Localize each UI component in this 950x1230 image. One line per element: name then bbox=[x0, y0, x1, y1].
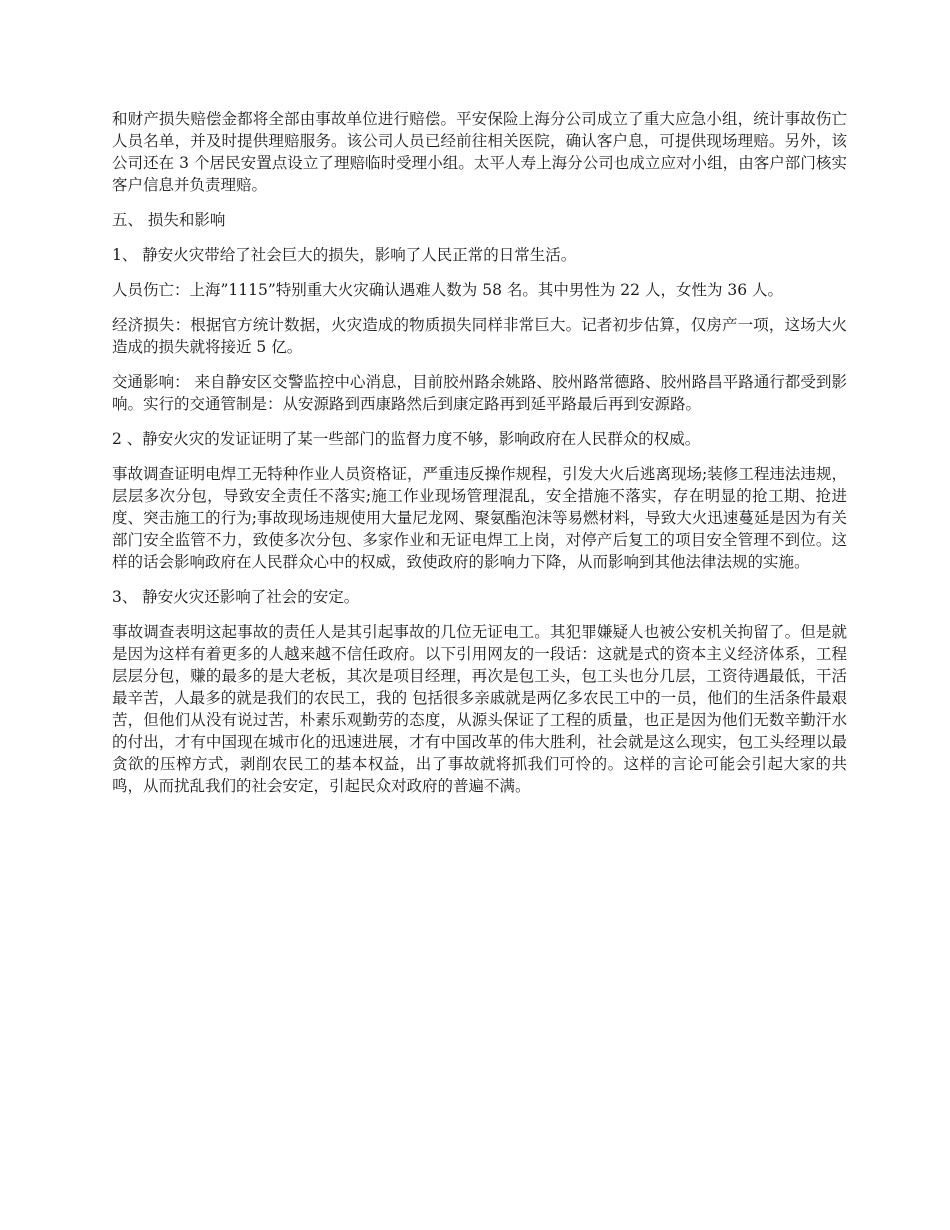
section-heading-losses-impact: 五、 损失和影响 bbox=[112, 211, 226, 229]
subsection-heading-1: 1、 静安火灾带给了社会巨大的损失，影响了人民正常的日常生活。 bbox=[112, 246, 577, 264]
paragraph-social-stability: 事故调查表明这起事故的责任人是其引起事故的几位无证电工。其犯罪嫌疑人也被公安机关拘留了。但是就是因为这样有着更多的人越来越不信任政府。以下引用网友的一段话：这就是式的资本主义经济体系，工程层层分包，赚的最多的是大老板，其次是项目经理，再次是包工头，包工头也分几层，工资待遇最低，干活最辛苦，人最多的就是我们的农民工，我的 包括很多亲戚就是两亿多农民工中的一员，他们的生活条件最艰苦，但他们从没有说过苦，朴素乐观勤劳的态度，从源头保证了工程的质量，也正是因为他们无数辛勤汗水的付出，才有中国现在城市化的迅速进展，才有中国改革的伟大胜利，社会就是这么现实，包工头经理以最贪欲的压榨方式，剥削农民工的基本权益，出了事故就将抓我们可怜的。这样的言论可能会引起大家的共鸣，从而扰乱我们的社会安定，引起民众对政府的普遍不满。 bbox=[112, 623, 847, 795]
document-page bbox=[112, 108, 847, 810]
paragraph-casualties: 人员伤亡：上海”1115”特别重大火灾确认遇难人数为 58 名。其中男性为 22 人，女性为 36 人。 bbox=[112, 281, 784, 299]
paragraph-insurance-claims: 和财产损失赔偿金都将全部由事故单位进行赔偿。平安保险上海分公司成立了重大应急小组，统计事故伤亡人员名单，并及时提供理赔服务。该公司人员已经前往相关医院，确认客户息，可提供现场理赔。另外，该公司还在 3 个居民安置点设立了理赔临时受理小组。太平人寿上海分公司也成立应对小组，由客户部门核实客户信息并负责理赔。 bbox=[112, 110, 847, 194]
paragraph-economic-loss: 经济损失：根据官方统计数据，火灾造成的物质损失同样非常巨大。记者初步估算，仅房产一项，这场大火造成的损失就将接近 5 亿。 bbox=[112, 316, 847, 356]
subsection-heading-3: 3、 静安火灾还影响了社会的安定。 bbox=[112, 588, 360, 606]
subsection-heading-2: 2 、静安火灾的发证证明了某一些部门的监督力度不够，影响政府在人民群众的权威。 bbox=[112, 430, 701, 448]
paragraph-supervision: 事故调查证明电焊工无特种作业人员资格证，严重违反操作规程，引发大火后逃离现场;装修工程违法违规，层层多次分包，导致安全责任不落实;施工作业现场管理混乱，安全措施不落实，存在明显的抢工期、抢进度、突击施工的行为;事故现场违规使用大量尼龙网、聚氨酯泡沫等易燃材料，导致大火迅速蔓延是因为有关部门安全监管不力，致使多次分包、多家作业和无证电焊工上岗，对停产后复工的项目安全管理不到位。这样的话会影响政府在人民群众心中的权威，致使政府的影响力下降，从而影响到其他法律法规的实施。 bbox=[112, 465, 847, 571]
paragraph-traffic-impact: 交通影响： 来自静安区交警监控中心消息，目前胶州路余姚路、胶州路常德路、胶州路昌平路通行都受到影响。实行的交通管制是：从安源路到西康路然后到康定路再到延平路最后再到安源路。 bbox=[112, 373, 847, 413]
